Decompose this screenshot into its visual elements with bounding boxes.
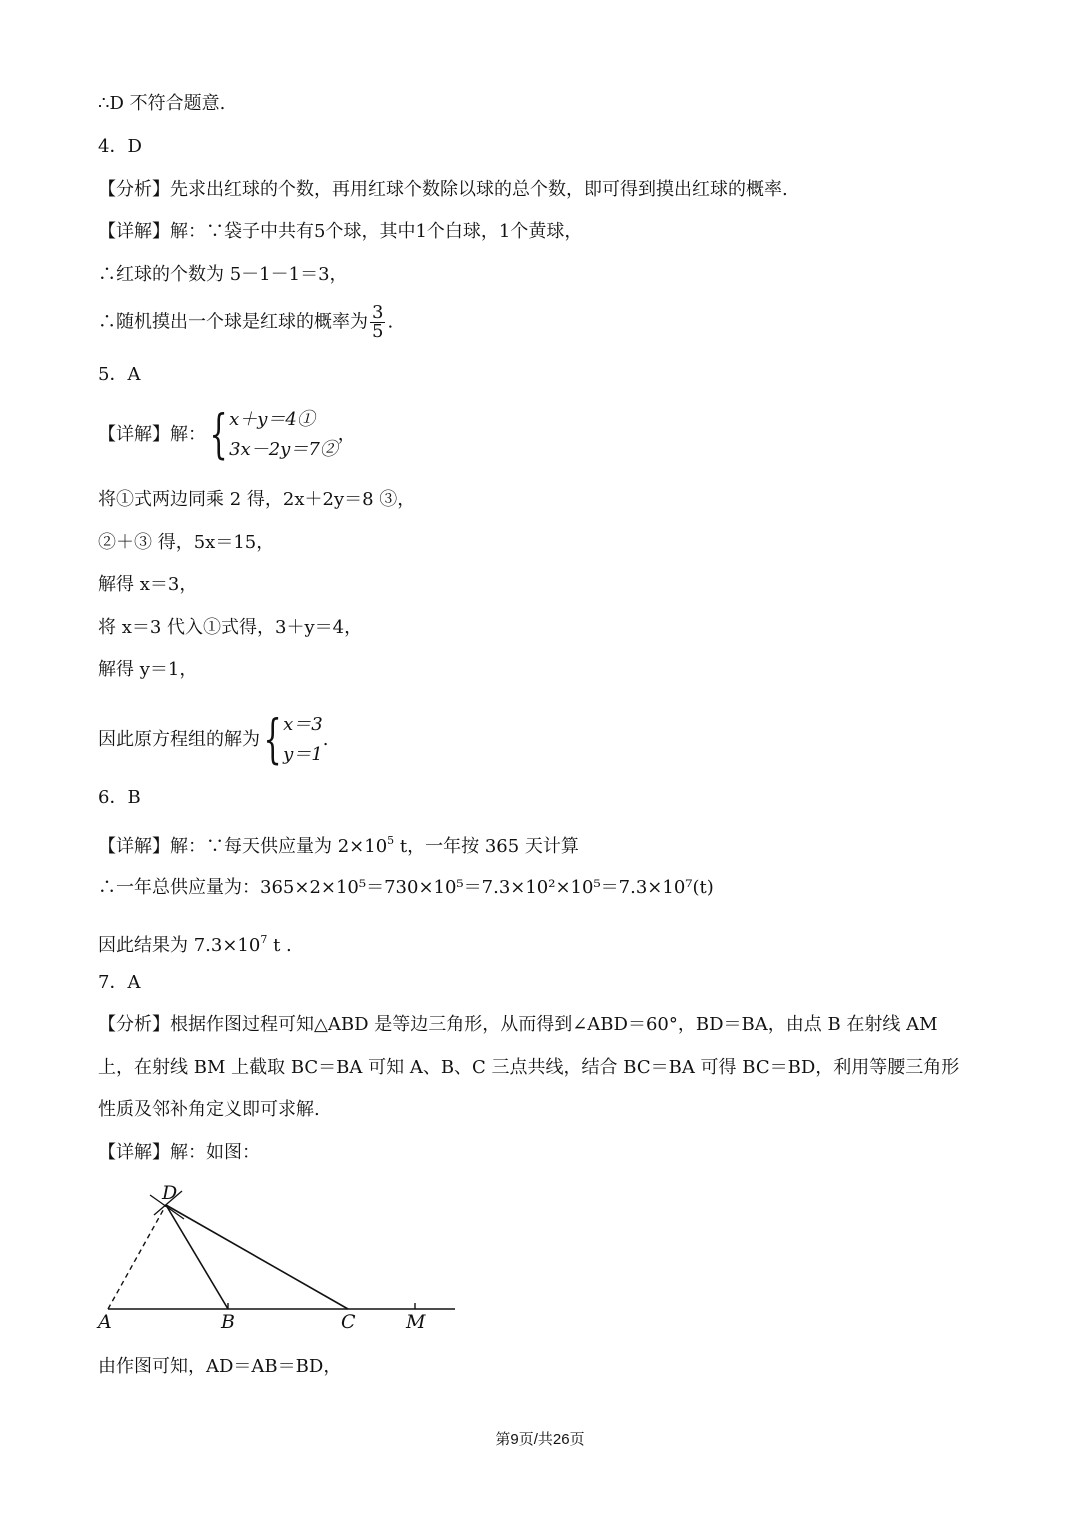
q6-result	[98, 928, 292, 958]
q6-detail-a: 【详解】解：∵每天供应量为 2×10	[98, 836, 388, 857]
q6-detail-exponent: 5	[387, 834, 395, 847]
equation-system	[229, 405, 338, 465]
label-m: M	[406, 1311, 426, 1333]
segment-bd	[166, 1205, 228, 1309]
geometry-figure	[90, 1175, 470, 1335]
q5-sol-suffix: .	[322, 729, 329, 750]
q5-detail	[98, 405, 356, 465]
q7-analysis-line-2: 上，在射线 BM 上截取 BC＝BA 可知 A、B、C 三点共线，结合 BC＝BA 可得 BC＝BD，利用等腰三角形	[98, 1057, 960, 1078]
q7-after-figure: 由作图可知，AD＝AB＝BD，	[98, 1356, 342, 1377]
q5-step-3: 解得 x＝3，	[98, 574, 198, 595]
label-a: A	[98, 1311, 112, 1333]
q6-detail	[98, 829, 579, 859]
q5-step-4: 将 x＝3 代入①式得，3＋y＝4，	[98, 617, 363, 638]
q4-red-count: ∴红球的个数为 5－1－1＝3，	[98, 264, 348, 285]
answer-q5: 5．A	[98, 364, 141, 385]
answer-q4: 4．D	[98, 136, 142, 157]
q7-analysis-line-3: 性质及邻补角定义即可求解.	[98, 1099, 320, 1120]
q6-result-exponent: 7	[260, 933, 268, 946]
q6-result-b: t .	[267, 935, 292, 956]
label-b: B	[221, 1311, 235, 1333]
q7-analysis-line-1: 【分析】根据作图过程可知△ABD 是等边三角形，从而得到∠ABD＝60°，BD＝BA，由点 B 在射线 AM	[98, 1014, 938, 1035]
q5-step-2: ②＋③ 得，5x＝15，	[98, 532, 275, 553]
q4-prob-suffix: .	[387, 311, 394, 333]
q7-detail: 【详解】解：如图：	[98, 1142, 260, 1163]
fraction	[370, 304, 385, 341]
label-d: D	[162, 1182, 178, 1204]
solution-x: x＝3	[283, 714, 323, 735]
fraction-numerator: 3	[372, 302, 384, 323]
answer-q7: 7．A	[98, 972, 141, 993]
page-footer: 第9页/共26页	[495, 1431, 585, 1448]
segment-ad-dashed	[108, 1205, 166, 1309]
left-brace: {	[209, 405, 228, 465]
left-brace: {	[263, 710, 282, 770]
q5-step-5: 解得 y＝1，	[98, 659, 198, 680]
answer-q6: 6．B	[98, 787, 141, 808]
q4-probability	[98, 304, 393, 341]
q5-eq-suffix: ，	[337, 424, 356, 445]
q6-detail-b: t，一年按 365 天计算	[394, 836, 579, 857]
q4-prob-prefix: ∴随机摸出一个球是红球的概率为	[98, 311, 368, 333]
line-conclusion: ∴D 不符合题意.	[98, 93, 226, 114]
q5-detail-label: 【详解】解：	[98, 424, 206, 445]
q6-result-a: 因此结果为 7.3×10	[98, 935, 261, 956]
q5-solution	[98, 710, 328, 770]
q6-total: ∴一年总供应量为：365×2×10⁵＝730×10⁵＝7.3×10²×10⁵＝7.3×10⁷(t)	[98, 877, 714, 898]
q5-step-1: 将①式两边同乘 2 得，2x＋2y＝8 ③，	[98, 489, 416, 510]
segment-cd	[166, 1205, 348, 1309]
solution-system	[283, 710, 323, 770]
equation-2: 3x－2y＝7②	[229, 439, 338, 460]
solution-y: y＝1	[283, 744, 323, 765]
fraction-denominator: 5	[372, 321, 384, 342]
q4-detail: 【详解】解：∵袋子中共有5个球，其中1个白球，1个黄球，	[98, 221, 583, 242]
equation-1: x＋y＝4①	[229, 409, 315, 430]
q5-sol-prefix: 因此原方程组的解为	[98, 729, 260, 750]
q4-analysis: 【分析】先求出红球的个数，再用红球个数除以球的总个数，即可得到摸出红球的概率.	[98, 179, 788, 200]
label-c: C	[341, 1311, 356, 1333]
